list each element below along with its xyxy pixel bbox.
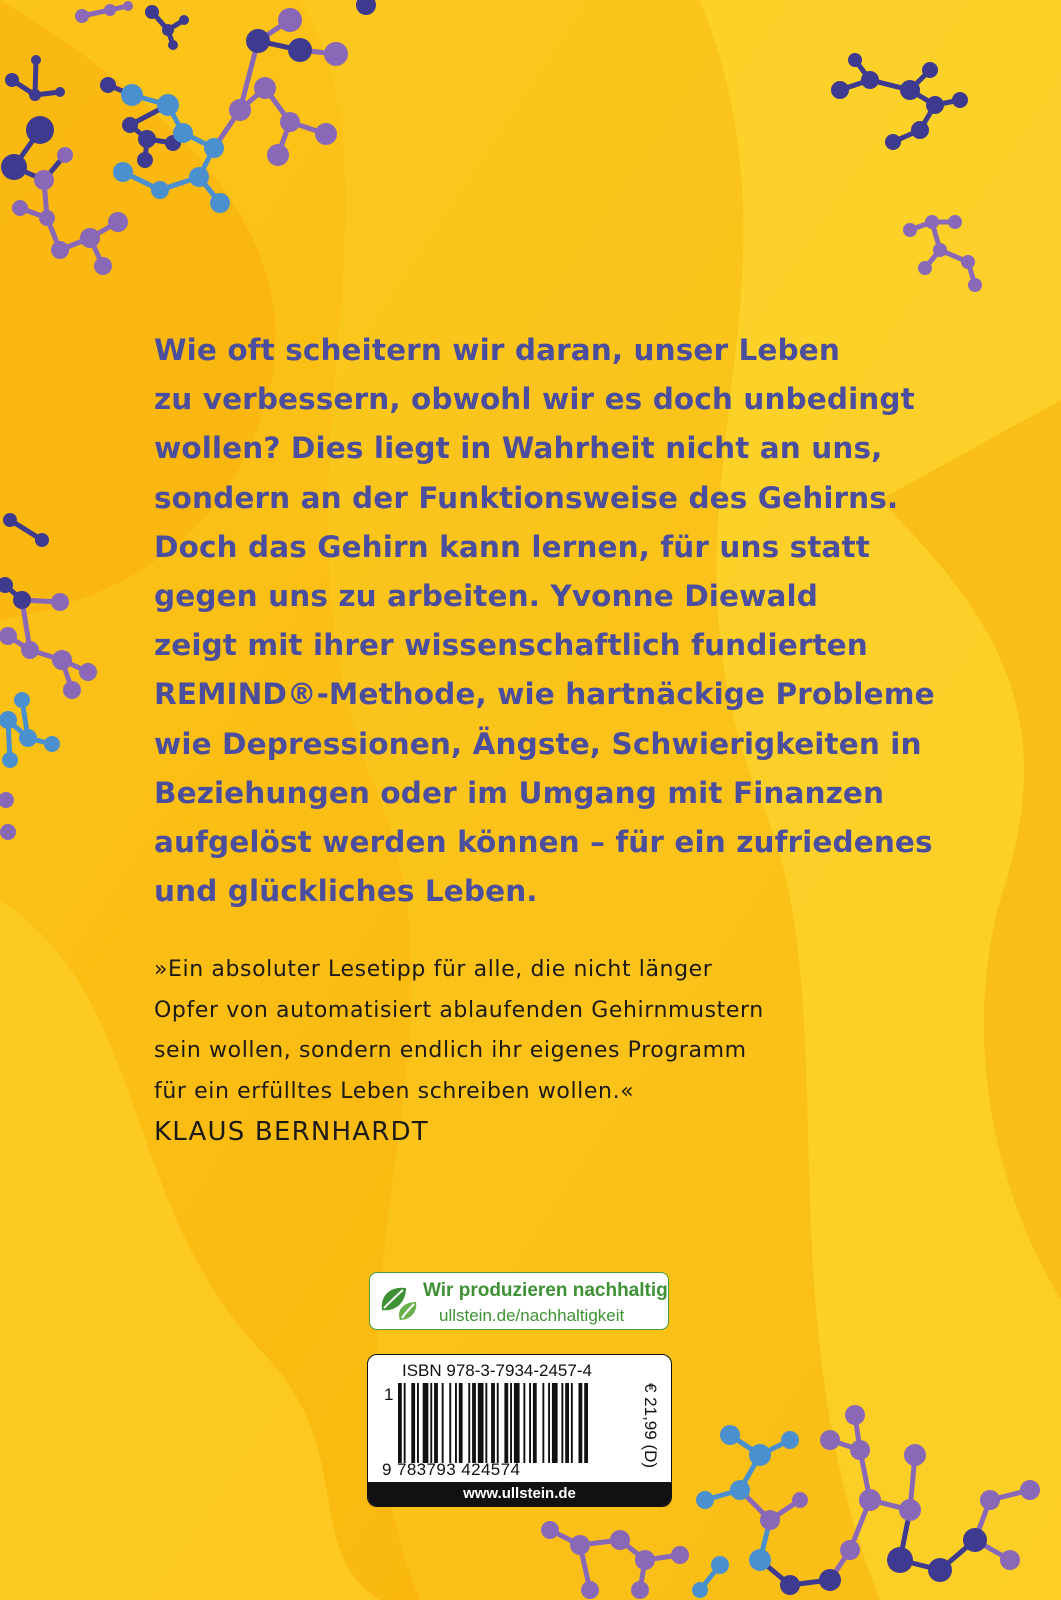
- blurb-line: zu verbessern, obwohl wir es doch unbedingt: [154, 382, 915, 417]
- barcode-bar: [491, 1383, 495, 1463]
- barcode-bar: [411, 1383, 415, 1463]
- barcode-bar: [423, 1383, 429, 1463]
- book-blurb: [154, 326, 935, 916]
- barcode-bar: [523, 1383, 525, 1463]
- quote-line: »Ein absoluter Lesetipp für alle, die nicht länger: [154, 957, 713, 982]
- endorsement-quote: [154, 950, 914, 1153]
- barcode-bar: [571, 1383, 573, 1463]
- blurb-line: zeigt mit ihrer wissenschaftlich fundierten: [154, 628, 868, 663]
- quote-line: Opfer von automatisiert ablaufenden Gehirnmustern: [154, 997, 764, 1023]
- leaf-icon: [376, 1280, 420, 1324]
- price-label: € 21,99 (D): [641, 1383, 660, 1469]
- barcode-bar: [442, 1383, 444, 1463]
- barcode-bar: [434, 1383, 438, 1463]
- barcode-bar: [485, 1383, 487, 1463]
- barcode-digits: 9 783793 424574: [382, 1460, 521, 1479]
- barcode-bar: [514, 1383, 520, 1463]
- publisher-website[interactable]: www.ullstein.de: [368, 1482, 671, 1506]
- barcode-bar: [497, 1383, 499, 1463]
- barcode-first-digit: 1: [384, 1385, 394, 1404]
- sustainability-badge: [369, 1272, 669, 1330]
- barcode-bar: [398, 1383, 402, 1463]
- barcode-block: [367, 1354, 672, 1507]
- barcode-bar: [478, 1383, 484, 1463]
- barcode-bar: [417, 1383, 419, 1463]
- blurb-line: Wie oft scheitern wir daran, unser Leben: [154, 333, 840, 367]
- eco-headline: Wir produzieren nachhaltig: [423, 1280, 668, 1301]
- barcode-bar: [504, 1383, 508, 1463]
- barcode-bar: [430, 1383, 432, 1463]
- barcode-bar: [472, 1383, 476, 1463]
- barcode-bar: [542, 1383, 544, 1463]
- quote-line: für ein erfülltes Leben schreiben wollen.«: [154, 1078, 635, 1104]
- barcode-bar: [565, 1383, 569, 1463]
- quote-author: KLAUS BERNHARDT: [154, 1117, 429, 1147]
- barcode-bar: [548, 1383, 550, 1463]
- barcode-bar: [533, 1383, 537, 1463]
- barcode-bar: [584, 1383, 588, 1463]
- blurb-line: REMIND®-Methode, wie hartnäckige Probleme: [154, 677, 935, 712]
- blurb-line: wollen? Dies liegt in Wahrheit nicht an uns,: [154, 431, 883, 466]
- barcode-bar: [510, 1383, 512, 1463]
- blurb-line: aufgelöst werden können – für ein zufriedenes: [154, 825, 933, 860]
- blurb-line: Beziehungen oder im Umgang mit Finanzen: [154, 775, 885, 810]
- barcode-bar: [561, 1383, 563, 1463]
- barcode-bar: [468, 1383, 470, 1463]
- blurb-line: gegen uns zu arbeiten. Yvonne Diewald: [154, 579, 818, 614]
- blurb-line: sondern an der Funktionsweise des Gehirns.: [154, 480, 899, 515]
- isbn-label: ISBN 978-3-7934-2457-4: [402, 1361, 592, 1380]
- barcode-bar: [459, 1383, 463, 1463]
- barcode-bar: [404, 1383, 406, 1463]
- blurb-line: wie Depressionen, Ängste, Schwierigkeiten in: [154, 726, 922, 761]
- eco-link[interactable]: ullstein.de/nachhaltigkeit: [439, 1306, 625, 1325]
- barcode-bar: [449, 1383, 451, 1463]
- blurb-line: und glückliches Leben.: [154, 874, 538, 909]
- barcode-bar: [529, 1383, 531, 1463]
- barcode-bar: [455, 1383, 457, 1463]
- blurb-line: Doch das Gehirn kann lernen, für uns statt: [154, 529, 870, 564]
- quote-line: sein wollen, sondern endlich ihr eigenes Programm: [154, 1038, 747, 1063]
- barcode-bar: [552, 1383, 558, 1463]
- barcode-bars: [398, 1383, 636, 1463]
- barcode-bar: [579, 1383, 583, 1463]
